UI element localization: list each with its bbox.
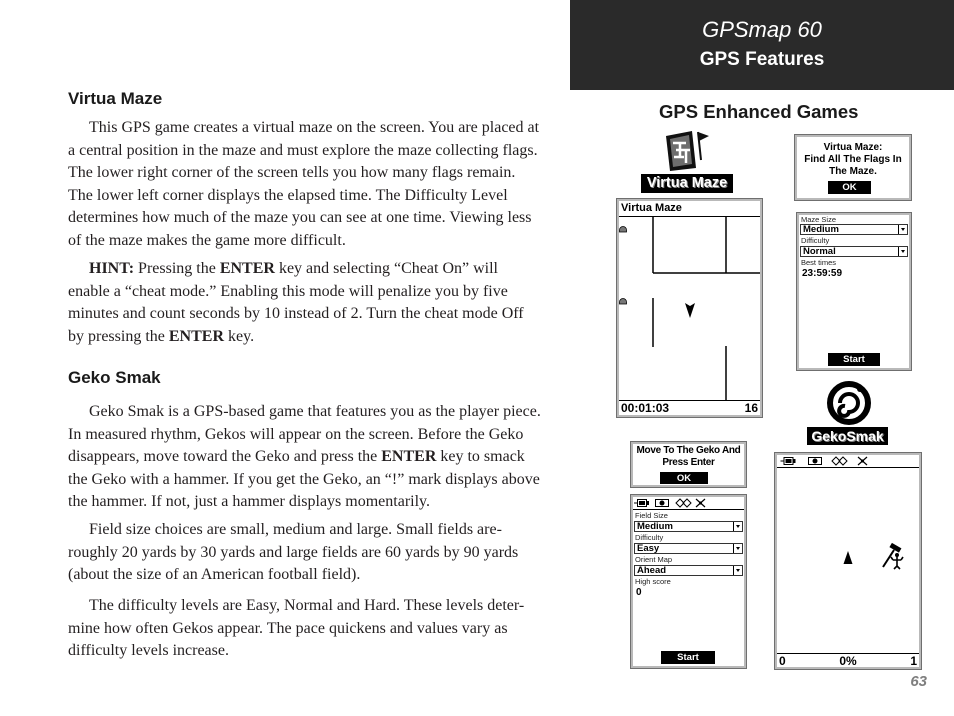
geko-smak-intro-screen [631, 442, 746, 487]
status-center-value: 0% [839, 654, 857, 668]
paragraph [68, 595, 550, 663]
status-right-value: 1 [910, 654, 917, 668]
geko-smak-icon [825, 380, 873, 426]
text-line: (about the size of an American football field). [68, 566, 361, 584]
bold-text: ENTER [381, 448, 437, 466]
dialog-line: Virtua Maze: [823, 142, 883, 153]
field-value: Ahead [637, 565, 667, 576]
dropdown-arrow-icon [733, 544, 742, 553]
dialog-line: Press Enter [662, 457, 715, 468]
virtua-maze-intro-screen [795, 135, 911, 200]
dropdown-arrow-icon [898, 225, 907, 234]
text-line: The lower left corner displays the elapsed time. The Difficulty Level [68, 186, 508, 204]
device-status-bar [777, 455, 919, 468]
text-run: disappears, move toward the Geko and press the [68, 448, 382, 466]
screen-title: Virtua Maze [619, 201, 760, 217]
text-line: enable a “cheat mode.” Enabling this mode will penalize you by five [68, 282, 508, 300]
maze-walls [653, 217, 760, 400]
text-line: Field size choices are small, medium and large. Small fields are- [89, 521, 502, 538]
product-name: GPSmap 60 [702, 17, 822, 42]
text-line: mine how often Gekos appear. The pace quickens and values vary as [68, 619, 508, 637]
player-arrow-icon [844, 551, 853, 564]
geko-smak-game-screen [775, 453, 921, 669]
dialog-line: The Maze. [829, 166, 877, 177]
field-label: Best times [801, 258, 837, 267]
text-run: by pressing the [68, 327, 169, 345]
text-line: determines how much of the maze you can see at one time. Viewing less [68, 209, 532, 227]
text-line: The lower right corner of the screen tells you how many flags remain. [68, 164, 516, 182]
field-label: Orient Map [635, 555, 673, 564]
field-label: High score [635, 577, 671, 586]
text-line: roughly 20 yards by 30 yards and large fields are 60 yards by 90 yards [68, 543, 519, 561]
geko-smak-banner: GekoSmak [807, 427, 888, 445]
bold-text: ENTER [219, 260, 275, 277]
ok-button: OK [660, 472, 708, 484]
bold-text: HINT: [89, 260, 135, 277]
status-left-value: 0 [779, 654, 786, 668]
chapter-header [570, 0, 954, 90]
flags-remaining: 16 [744, 401, 758, 415]
paragraph [68, 519, 550, 587]
geko-hammer-icon [883, 543, 903, 569]
start-button: Start [828, 353, 880, 366]
best-time-value: 23:59:59 [802, 268, 843, 279]
geko-smak-setup-screen [631, 495, 746, 668]
high-score-value: 0 [636, 587, 642, 598]
flag-icon [620, 299, 627, 305]
bold-text: ENTER [168, 327, 224, 345]
text-line: of the maze makes the game more difficult. [68, 231, 346, 249]
flag-icon [620, 227, 627, 233]
field-label: Maze Size [801, 215, 837, 224]
elapsed-time: 00:01:03 [621, 401, 670, 415]
field-value: Medium [803, 224, 839, 235]
dialog-message [797, 142, 909, 178]
virtua-maze-game-screen [617, 199, 762, 417]
maze-status-bar [619, 400, 760, 415]
field-value: Easy [637, 543, 660, 554]
paragraph [68, 401, 550, 514]
orient-map-field [634, 565, 743, 576]
virtua-maze-setup-screen [797, 213, 911, 370]
backlight-icon [806, 456, 825, 466]
text-line: the Geko with a hammer. If you get the Geko, an “!” mark displays above [68, 470, 540, 488]
difficulty-field [800, 246, 908, 257]
field-size-field [634, 521, 743, 532]
battery-icon [634, 498, 651, 508]
backlight-icon [654, 498, 671, 508]
difficulty-field [634, 543, 743, 554]
text-line: Geko Smak is a GPS-based game that features you as the player piece. [89, 403, 541, 420]
text-line [68, 258, 550, 281]
text-line [68, 326, 550, 349]
text-line: The difficulty levels are Easy, Normal and Hard. These levels deter- [89, 597, 525, 614]
text-line: This GPS game creates a virtual maze on the screen. You are placed at [89, 119, 540, 136]
dropdown-arrow-icon [733, 566, 742, 575]
battery-icon [779, 456, 799, 466]
hint-paragraph [68, 258, 550, 348]
virtua-maze-icon [662, 128, 710, 172]
field-value: Medium [637, 521, 673, 532]
text-line [68, 446, 550, 469]
text-line: In measured rhythm, Gekos will appear on the screen. Before the Geko [68, 425, 524, 443]
text-run: key. [224, 327, 255, 345]
dropdown-arrow-icon [898, 247, 907, 256]
game-field [777, 468, 919, 653]
article-heading: Virtua Maze [68, 89, 163, 108]
text-line: difficulty levels increase. [68, 642, 229, 660]
satellite-icon [855, 456, 870, 466]
text-line: minutes and count seconds by 10 instead of 2. Turn the cheat mode Off [68, 305, 524, 323]
start-button: Start [661, 651, 715, 664]
page-number: 63 [910, 673, 927, 690]
dialog-line: Find All The Flags In [804, 154, 902, 165]
field-value: Normal [803, 246, 836, 257]
signal-icon [675, 498, 692, 508]
section-title: GPS Enhanced Games [659, 101, 859, 122]
text-line: the hammer. If not, just a hammer displays momentarily. [68, 493, 430, 511]
dialog-message [633, 445, 744, 469]
text-run: Pressing the [134, 260, 220, 277]
field-label: Field Size [635, 511, 668, 520]
player-arrow-icon [685, 303, 695, 318]
dialog-line: Move To The Geko And [636, 445, 741, 456]
article-heading: Geko Smak [68, 368, 161, 387]
ok-button: OK [828, 181, 871, 194]
satellite-icon [693, 498, 708, 508]
virtua-maze-banner: Virtua Maze [641, 174, 733, 193]
chapter-title: GPS Features [699, 49, 825, 70]
game-status-bar [777, 653, 919, 667]
field-label: Difficulty [635, 533, 664, 542]
text-run: key to smack [436, 448, 525, 466]
signal-icon [830, 456, 849, 466]
maze-size-field [800, 224, 908, 235]
dropdown-arrow-icon [733, 522, 742, 531]
text-run: key and selecting “Cheat On” will [274, 260, 498, 277]
maze-view [619, 217, 760, 400]
text-line: a central position in the maze and must explore the maze collecting flags. [68, 141, 538, 159]
paragraph [68, 117, 550, 253]
device-status-bar [633, 497, 744, 510]
field-label: Difficulty [801, 236, 830, 245]
